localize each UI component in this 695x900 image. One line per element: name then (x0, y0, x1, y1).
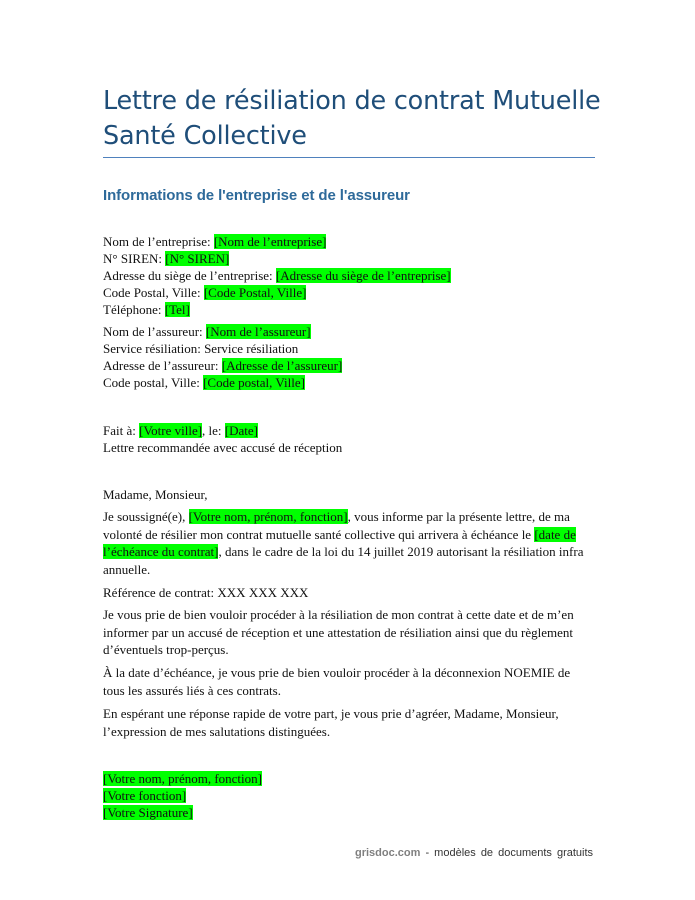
signature-placeholder: [Votre Signature] (103, 805, 193, 820)
contract-reference: Référence de contrat: XXX XXX XXX (103, 585, 309, 600)
paragraph-request: Je vous prie de bien vouloir procéder à la résiliation de mon contrat à cette date et de m’en informer par un accusé de réception et une attestation de résiliation ainsi que du règlement d’éventuels trop-perçus. (103, 607, 574, 657)
intent-text-1: Je soussigné(e), (103, 509, 189, 524)
siren-line (103, 250, 451, 267)
company-phone-placeholder: [Tel] (164, 302, 190, 317)
insurer-name-placeholder: [Nom de l’assureur] (205, 324, 311, 339)
company-address-placeholder: [Adresse du siège de l’entreprise] (275, 268, 451, 283)
company-postal-placeholder: [Code Postal, Ville] (203, 285, 307, 300)
siren-label: N° SIREN: (103, 251, 166, 266)
insurer-postal-line (103, 374, 342, 391)
company-postal-line (103, 284, 451, 301)
company-name-label: Nom de l’entreprise: (103, 234, 214, 249)
document-title (103, 84, 601, 154)
insurer-postal-label: Code postal, Ville: (103, 375, 204, 390)
company-phone-line (103, 301, 451, 318)
company-address-line (103, 267, 451, 284)
due-date-placeholder: [date de l’échéance du contrat] (103, 526, 576, 559)
signature-name-placeholder: [Votre nom, prénom, fonction] (103, 771, 262, 786)
insurer-address-line (103, 357, 342, 374)
insurer-address-placeholder: [Adresse de l’assureur] (221, 358, 343, 373)
title-line-2: Santé Collective (103, 121, 307, 151)
intent-text-2: , vous informe par la présente lettre, de ma volonté de résilier mon contrat mutuelle santé collective qui arrivera à échéance le (103, 509, 570, 542)
place-date-line (103, 422, 342, 439)
title-divider (103, 157, 595, 158)
company-address-label: Adresse du siège de l’entreprise: (103, 268, 276, 283)
company-name-placeholder: [Nom de l’entreprise] (213, 234, 327, 249)
signature-line-3 (103, 804, 262, 821)
place-date-block (103, 422, 342, 456)
city-placeholder: [Votre ville] (139, 423, 203, 438)
insurer-name-label: Nom de l’assureur: (103, 324, 206, 339)
insurer-name-line (103, 323, 342, 340)
intent-text-3: , dans le cadre de la loi du 14 juillet 2019 autorisant la résiliation infra annuelle. (103, 544, 584, 577)
insurer-address-label: Adresse de l’assureur: (103, 358, 222, 373)
salutation: Madame, Monsieur, (103, 487, 208, 502)
company-name-line (103, 233, 451, 250)
footer-site-link[interactable]: grisdoc.com (355, 847, 421, 859)
paragraph-intent (103, 508, 593, 578)
signature-line-2 (103, 787, 262, 804)
insurer-info (103, 323, 342, 391)
company-phone-label: Téléphone: (103, 302, 165, 317)
siren-placeholder: [N° SIREN] (165, 251, 230, 266)
footer (355, 847, 593, 859)
sender-name-placeholder: [Votre nom, prénom, fonction] (188, 509, 348, 524)
signature-block (103, 770, 262, 821)
signature-line-1 (103, 770, 262, 787)
insurer-service-label: Service résiliation: Service résiliation (103, 341, 299, 356)
footer-text: - modèles de documents gratuits (420, 847, 594, 859)
insurer-service-line (103, 340, 342, 357)
company-postal-label: Code Postal, Ville: (103, 285, 204, 300)
date-placeholder: [Date] (224, 423, 258, 438)
section-heading: Informations de l'entreprise et de l'assureur (103, 187, 410, 204)
paragraph-closing: En espérant une réponse rapide de votre part, je vous prie d’agréer, Madame, Monsieur, l’expression de mes salutations distinguées. (103, 706, 559, 739)
company-info (103, 233, 451, 318)
registered-letter-line: Lettre recommandée avec accusé de réception (103, 440, 343, 455)
le-label: , le: (202, 423, 225, 438)
signature-function-placeholder: [Votre fonction] (103, 788, 187, 803)
fait-label: Fait à: (103, 423, 140, 438)
paragraph-noemie: À la date d’échéance, je vous prie de bien vouloir procéder à la déconnexion NOEMIE de tous les assurés liés à ces contrats. (103, 665, 571, 698)
insurer-postal-placeholder: [Code postal, Ville] (203, 375, 305, 390)
title-line-1: Lettre de résiliation de contrat Mutuelle (103, 86, 601, 116)
